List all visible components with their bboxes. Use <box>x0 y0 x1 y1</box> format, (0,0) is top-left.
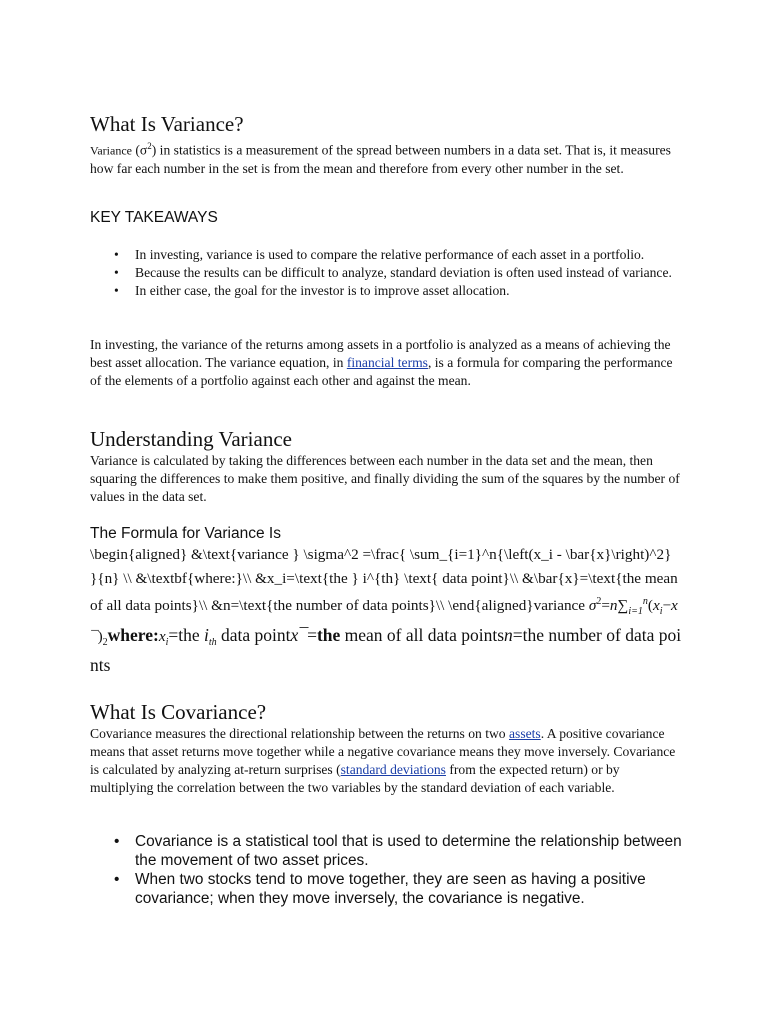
formula-th: th <box>208 636 217 648</box>
formula-sum: ∑ <box>617 597 629 615</box>
covariance-bullets <box>90 832 682 908</box>
formula-x-where: x <box>158 627 166 645</box>
investing-text: In investing, the variance of the returns among assets in a portfolio is analyzed as a means of achieving the best asset allocation. The variance equation, in <box>90 337 671 370</box>
sigma-superscript: 2 <box>147 141 152 151</box>
variance-formula <box>90 543 682 679</box>
formula-xbar: x¯ <box>90 597 678 645</box>
financial-terms-link[interactable]: financial terms <box>346 355 428 370</box>
formula-open-paren: ( <box>647 597 653 615</box>
variance-intro-paragraph <box>90 137 682 178</box>
formula-data-point: data point <box>216 624 291 645</box>
covariance-text-1: Covariance measures the directional relationship between the returns on two <box>90 726 509 741</box>
formula-i: i <box>204 624 209 645</box>
takeaway-item: • Because the results can be difficult to analyze, standard deviation is often used instead of variance. <box>90 264 682 282</box>
formula-sigma: σ <box>588 597 597 615</box>
formula-close-paren: ) <box>97 627 103 645</box>
covariance-text-3: from the expected return) or by multiplying the correlation between the two variables by the standard deviation of each variable. <box>90 762 620 795</box>
formula-minus: − <box>662 597 672 615</box>
investing-paragraph <box>90 336 682 390</box>
formula-x: x <box>652 597 660 615</box>
takeaway-item: • In investing, variance is used to compare the relative performance of each asset in a portfolio. <box>90 246 682 264</box>
formula-where: where: <box>107 624 159 645</box>
understanding-paragraph: Variance is calculated by taking the differences between each number in the data set and the mean, then squaring the differences to make them positive, and finally dividing the sum of the squares by the number of values in the data set. <box>90 453 680 504</box>
heading-understanding-variance: Understanding Variance <box>90 427 292 451</box>
key-takeaways-label: KEY TAKEAWAYS <box>90 209 218 226</box>
formula-square: 2 <box>102 636 108 648</box>
assets-link[interactable]: assets <box>509 726 541 741</box>
formula-xbar-where: x¯ <box>290 624 308 645</box>
formula-variance-word: variance <box>533 597 589 615</box>
covariance-text-2: . A positive covariance means that asset returns move together while a negative covariance means they move inversely. Covariance is calculated by analyzing at-return surprises ( <box>90 726 676 777</box>
formula-heading: The Formula for Variance Is <box>90 525 281 542</box>
formula-equals: = <box>601 597 610 615</box>
formula-x-where-sub: i <box>165 636 169 648</box>
formula-the-bold: the <box>316 624 341 645</box>
formula-n-where: n <box>504 624 513 645</box>
formula-sigma-sup: 2 <box>596 596 602 607</box>
formula-sum-sup: n <box>642 596 648 607</box>
key-takeaways-list <box>90 246 682 300</box>
formula-mean-text: mean of all data points <box>340 624 505 645</box>
formula-the: =the <box>168 624 204 645</box>
intro-text: ) in statistics is a measurement of the spread between numbers in a data set. That is, it measures how far each number in the set is from the mean and therefore from every other number in the set. <box>90 142 671 176</box>
covariance-paragraph <box>90 725 682 797</box>
investing-text-end: , is a formula for comparing the performance of the elements of a portfolio against each other and against the mean. <box>90 355 673 388</box>
formula-x-sub: i <box>659 606 663 618</box>
formula-sum-sub: i=1 <box>628 606 643 618</box>
variance-word: Variance <box>90 143 132 158</box>
formula-latex-source: \begin{aligned} &\text{variance } \sigma^2 =\frac{ \sum_{i=1}^n{\left(x_i - \bar{x}\right)^2} }{n} \\ &\textbf{where:}\\ &x_i=\text{the } i^{th} \text{ data point}\\ &\bar{x}=\text{the mean of all data points}\\ &n=\text{the number of data points}\\ \end{aligned} <box>90 546 678 615</box>
standard-deviations-link[interactable]: standard deviations <box>340 762 446 777</box>
formula-n-text: =the number of data points <box>90 624 682 676</box>
formula-n: n <box>609 597 618 615</box>
takeaway-item: • In either case, the goal for the investor is to improve asset allocation. <box>90 282 682 300</box>
heading-what-is-variance: What Is Variance? <box>90 112 244 136</box>
sigma-symbol: (σ <box>131 142 148 158</box>
covariance-bullet: • When two stocks tend to move together, they are seen as having a positive covariance; when they move inversely, the covariance is negative. <box>90 870 682 908</box>
covariance-bullet: • Covariance is a statistical tool that is used to determine the relationship between the movement of two asset prices. <box>90 832 682 870</box>
heading-what-is-covariance: What Is Covariance? <box>90 700 267 724</box>
formula-equals-2: = <box>307 624 317 645</box>
